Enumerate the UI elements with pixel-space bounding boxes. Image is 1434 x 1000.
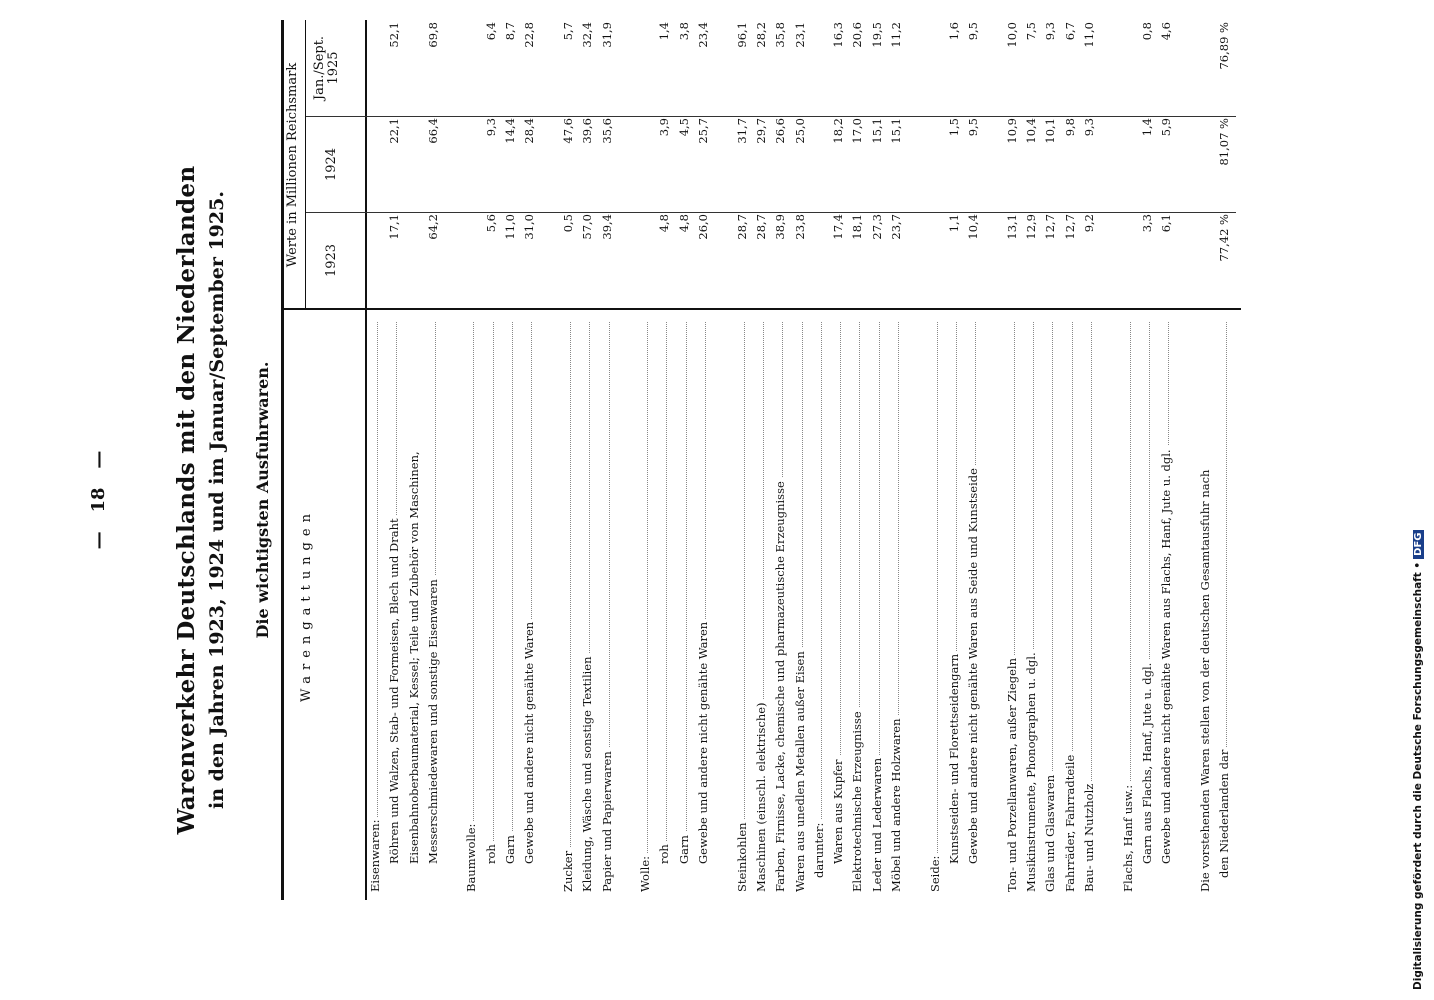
page-subtitle: in den Jahren 1923, 1924 und im Januar/September 1925. — [206, 191, 228, 809]
header-bottom-rule — [365, 20, 367, 900]
cell-1925: 31,9 — [599, 22, 614, 48]
row-label — [639, 322, 651, 892]
cell-1924: 4,5 — [676, 118, 691, 137]
row-label-text: Steinkohlen — [735, 819, 749, 892]
row-label — [890, 322, 902, 892]
row-label-text: Maschinen (einschl. elektrische) — [754, 699, 768, 892]
table-top-rule — [281, 20, 284, 900]
cell-1923: 4,8 — [657, 214, 672, 233]
row-label — [929, 322, 941, 892]
cell-1923: 9,2 — [1081, 214, 1096, 233]
row-label — [620, 322, 632, 892]
cell-1925: 6,7 — [1062, 22, 1077, 41]
cell-1923: 64,2 — [425, 214, 440, 240]
cell-1924: 15,1 — [869, 118, 884, 144]
row-label — [967, 322, 979, 864]
row-label-text — [986, 889, 1000, 892]
table-row — [1064, 20, 1083, 900]
row-label-text: Röhren und Walzen, Stab- und Formeisen, Blech und Draht — [387, 515, 401, 864]
row-label-text — [1101, 889, 1115, 892]
table-row — [716, 20, 735, 900]
table-row — [967, 20, 986, 900]
row-label-text: Musikinstrumente, Phonographen u. dgl. — [1024, 649, 1038, 892]
cell-1924: 1,4 — [1139, 118, 1154, 137]
cell-1924: 15,1 — [889, 118, 904, 144]
row-label — [1199, 322, 1211, 892]
table-row — [620, 20, 639, 900]
row-label-text: Eisenwaren: — [368, 817, 382, 892]
row-label — [388, 322, 400, 864]
table-row — [736, 20, 755, 900]
cell-1925: 6,4 — [483, 22, 498, 41]
row-label — [755, 322, 767, 892]
cell-1925: 35,8 — [773, 22, 788, 48]
cell-1924: 18,2 — [831, 118, 846, 144]
table-row — [832, 20, 851, 900]
cell-1924: 5,9 — [1159, 118, 1174, 137]
row-label-text: darunter: — [812, 820, 826, 878]
table-row — [408, 20, 427, 900]
row-label — [1044, 322, 1056, 892]
row-label — [658, 322, 670, 864]
row-label-text: Kunstseiden- und Florettseidengarn — [947, 651, 961, 864]
table-row — [929, 20, 948, 900]
section-heading: Die wichtigsten Ausfuhrwaren. — [253, 361, 272, 639]
row-label-text — [619, 889, 633, 892]
year-header-1923: 1923 — [324, 243, 339, 278]
row-label-text: Gewebe und andere nicht genähte Waren — [522, 619, 536, 864]
funding-note: Digitalisierung gefördert durch die Deutsche Forschungsgemeinschaft •DFG — [1412, 10, 1424, 990]
cell-1925: 3,8 — [676, 22, 691, 41]
row-label — [485, 322, 497, 864]
cell-1925: 10,0 — [1004, 22, 1019, 48]
cell-1923: 28,7 — [753, 214, 768, 240]
cell-1925: 69,8 — [425, 22, 440, 48]
row-label — [581, 322, 593, 892]
table-row — [465, 20, 484, 900]
cell-1924: 35,6 — [599, 118, 614, 144]
row-label-text — [908, 889, 922, 892]
row-label — [543, 322, 555, 892]
row-label — [678, 322, 690, 864]
row-label — [523, 322, 535, 864]
cell-1923: 23,7 — [889, 214, 904, 240]
table-row — [1025, 20, 1044, 900]
cell-1925: 7,5 — [1024, 22, 1039, 41]
year-header-1925: Jan./Sept. 1925 — [312, 35, 341, 101]
column-header-warengattungen: Warengattungen — [299, 508, 314, 702]
table-row — [581, 20, 600, 900]
cell-1925: 22,8 — [522, 22, 537, 48]
cell-1924: 14,4 — [503, 118, 518, 144]
cell-1925: 16,3 — [831, 22, 846, 48]
table-row — [697, 20, 716, 900]
row-label-text: Eisenbahnoberbaumaterial, Kessel; Teile und Zubehör von Maschinen, — [407, 448, 421, 864]
row-label — [987, 322, 999, 892]
row-label — [1006, 322, 1018, 892]
cell-1925: 9,5 — [966, 22, 981, 41]
row-label-text: Baumwolle: — [464, 821, 478, 892]
row-label — [832, 322, 844, 864]
page-title: Warenverkehr Deutschlands mit den Niederlanden — [173, 165, 200, 835]
values-header-rule — [305, 20, 306, 310]
row-label — [774, 322, 786, 892]
row-label-text: Elektrotechnische Erzeugnisse — [850, 708, 864, 892]
row-label-text: Messerschmiedewaren und sonstige Eisenwaren — [426, 576, 440, 864]
cell-1924: 1,5 — [946, 118, 961, 137]
table-row — [851, 20, 870, 900]
cell-1923: 77,42 % — [1217, 214, 1232, 262]
row-label-text: Seide: — [928, 853, 942, 892]
cell-1925: 4,6 — [1159, 22, 1174, 41]
cell-1924: 10,9 — [1004, 118, 1019, 144]
table-row — [1083, 20, 1102, 900]
row-label — [909, 322, 921, 892]
table-row — [446, 20, 465, 900]
row-label — [794, 322, 806, 892]
row-label-text: Zucker — [561, 848, 575, 892]
row-label-text: Gewebe und andere nicht genähte Waren — [696, 619, 710, 864]
cell-1923: 23,8 — [792, 214, 807, 240]
cell-1923: 10,4 — [966, 214, 981, 240]
table-row — [755, 20, 774, 900]
cell-1923: 11,0 — [503, 214, 518, 240]
cell-1924: 17,0 — [850, 118, 865, 144]
export-table — [281, 20, 1241, 900]
column-header-werte: Werte in Millionen Reichsmark — [285, 62, 300, 268]
cell-1925: 0,8 — [1139, 22, 1154, 41]
row-label-text — [1178, 889, 1192, 892]
row-label — [1064, 322, 1076, 892]
row-label — [716, 322, 728, 892]
table-row — [523, 20, 542, 900]
row-label-text: roh — [657, 841, 671, 864]
row-label-text: Waren aus unedlen Metallen außer Eisen — [793, 648, 807, 892]
row-label — [369, 322, 381, 892]
row-label-text: Glas und Glaswaren — [1043, 772, 1057, 892]
table-row — [388, 20, 407, 900]
table-row — [948, 20, 967, 900]
table-row — [1179, 20, 1198, 900]
cell-1925: 20,6 — [850, 22, 865, 48]
table-row — [658, 20, 677, 900]
year-header-1924: 1924 — [324, 147, 339, 182]
cell-1925: 76,89 % — [1217, 22, 1232, 70]
cell-1924: 9,3 — [1081, 118, 1096, 137]
row-label — [1025, 322, 1037, 892]
cell-1923: 0,5 — [560, 214, 575, 233]
cell-1924: 9,5 — [966, 118, 981, 137]
cell-1923: 5,6 — [483, 214, 498, 233]
table-row — [427, 20, 446, 900]
table-row — [1122, 20, 1141, 900]
row-label-text — [542, 889, 556, 892]
row-label-text: Garn aus Flachs, Hanf, Jute u. dgl. — [1140, 660, 1154, 864]
cell-1924: 26,6 — [773, 118, 788, 144]
row-label — [408, 322, 420, 864]
cell-1924: 3,9 — [657, 118, 672, 137]
cell-1923: 12,7 — [1043, 214, 1058, 240]
row-label — [1160, 322, 1172, 864]
table-row — [485, 20, 504, 900]
cell-1925: 11,2 — [889, 22, 904, 48]
cell-1925: 28,2 — [753, 22, 768, 48]
row-label — [697, 322, 709, 864]
row-label-text: Gewebe und andere nicht genähte Waren aus Seide und Kunstseide — [966, 465, 980, 864]
cell-1925: 1,6 — [946, 22, 961, 41]
table-row — [639, 20, 658, 900]
cell-1923: 17,4 — [831, 214, 846, 240]
cell-1924: 31,7 — [734, 118, 749, 144]
table-row — [1006, 20, 1025, 900]
cell-1923: 38,9 — [773, 214, 788, 240]
row-label — [948, 322, 960, 864]
row-label-text: Fahrräder, Fahrradteile — [1063, 752, 1077, 892]
page-number: — 18 — — [88, 450, 109, 550]
row-label — [1141, 322, 1153, 864]
table-row — [774, 20, 793, 900]
row-label-text: Die vorstehenden Waren stellen von der deutschen Gesamtausfuhr nach — [1198, 467, 1212, 892]
cell-1924: 29,7 — [753, 118, 768, 144]
table-row — [369, 20, 388, 900]
row-label — [1102, 322, 1114, 892]
row-label — [601, 322, 613, 892]
table-row — [1199, 20, 1218, 900]
row-label — [446, 322, 458, 892]
cell-1924: 39,6 — [580, 118, 595, 144]
cell-1924: 10,1 — [1043, 118, 1058, 144]
cell-1925: 52,1 — [387, 22, 402, 48]
table-row — [1102, 20, 1121, 900]
row-label-text: Farben, Firnisse, Lacke, chemische und pharmazeutische Erzeugnisse — [773, 478, 787, 892]
row-label — [427, 322, 439, 864]
table-row — [909, 20, 928, 900]
table-row — [1160, 20, 1179, 900]
table-body — [369, 20, 1237, 900]
cell-1924: 66,4 — [425, 118, 440, 144]
cell-1925: 11,0 — [1081, 22, 1096, 48]
row-label — [1122, 322, 1134, 892]
table-row — [871, 20, 890, 900]
row-label — [1218, 322, 1230, 878]
cell-1924: 81,07 % — [1217, 118, 1232, 166]
cell-1925: 23,4 — [696, 22, 711, 48]
row-label-text: Papier und Papierwaren — [600, 748, 614, 892]
row-label — [736, 322, 748, 892]
cell-1923: 39,4 — [599, 214, 614, 240]
row-label-text: Leder und Lederwaren — [870, 755, 884, 892]
table-row — [794, 20, 813, 900]
cell-1925: 19,5 — [869, 22, 884, 48]
row-label-text: Möbel und andere Holzwaren — [889, 715, 903, 892]
row-label-text: Bau- und Nutzholz — [1082, 781, 1096, 892]
row-label — [871, 322, 883, 892]
row-label — [851, 322, 863, 892]
table-row — [987, 20, 1006, 900]
cell-1924: 47,6 — [560, 118, 575, 144]
cell-1925: 8,7 — [503, 22, 518, 41]
cell-1923: 12,7 — [1062, 214, 1077, 240]
row-label-text: roh — [484, 841, 498, 864]
cell-1923: 28,7 — [734, 214, 749, 240]
cell-1923: 27,3 — [869, 214, 884, 240]
cell-1923: 18,1 — [850, 214, 865, 240]
row-label — [1083, 322, 1095, 892]
row-label-text: Flachs, Hanf usw.: — [1121, 782, 1135, 892]
row-label-text: den Niederlanden dar — [1217, 747, 1231, 878]
cell-1923: 17,1 — [387, 214, 402, 240]
cell-1925: 96,1 — [734, 22, 749, 48]
row-label-text: Waren aus Kupfer — [831, 756, 845, 864]
row-label-text — [445, 889, 459, 892]
cell-1924: 22,1 — [387, 118, 402, 144]
cell-1924: 9,8 — [1062, 118, 1077, 137]
cell-1924: 25,0 — [792, 118, 807, 144]
table-row — [813, 20, 832, 900]
row-label — [813, 322, 825, 878]
dfg-logo-badge: DFG — [1413, 530, 1424, 559]
table-row — [1044, 20, 1063, 900]
cell-1924: 10,4 — [1024, 118, 1039, 144]
row-label-text: Garn — [677, 832, 691, 864]
cell-1925: 32,4 — [580, 22, 595, 48]
cell-1923: 6,1 — [1159, 214, 1174, 233]
table-row — [601, 20, 620, 900]
cell-1925: 23,1 — [792, 22, 807, 48]
row-label-text: Wolle: — [638, 853, 652, 892]
row-label — [1179, 322, 1191, 892]
row-label-text: Gewebe und andere nicht genähte Waren aus Flachs, Hanf, Jute u. dgl. — [1159, 446, 1173, 864]
cell-1925: 1,4 — [657, 22, 672, 41]
cell-1924: 9,3 — [483, 118, 498, 137]
cell-1924: 28,4 — [522, 118, 537, 144]
rotated-content — [85, 10, 1235, 990]
table-row — [1218, 20, 1237, 900]
cell-1925: 5,7 — [560, 22, 575, 41]
table-row — [504, 20, 523, 900]
cell-1923: 4,8 — [676, 214, 691, 233]
cell-1923: 26,0 — [696, 214, 711, 240]
table-row — [543, 20, 562, 900]
cell-1923: 12,9 — [1024, 214, 1039, 240]
cell-1924: 25,7 — [696, 118, 711, 144]
row-label — [562, 322, 574, 892]
row-label — [504, 322, 516, 864]
table-row — [678, 20, 697, 900]
table-row — [562, 20, 581, 900]
cell-1923: 3,3 — [1139, 214, 1154, 233]
cell-1923: 1,1 — [946, 214, 961, 233]
cell-1923: 31,0 — [522, 214, 537, 240]
row-label — [465, 322, 477, 892]
page-number-value: 18 — [88, 487, 109, 513]
row-label-text: Kleidung, Wäsche und sonstige Textilien — [580, 653, 594, 892]
table-row — [890, 20, 909, 900]
cell-1923: 57,0 — [580, 214, 595, 240]
row-label-text: Ton- und Porzellanwaren, außer Ziegeln — [1005, 655, 1019, 892]
row-label-text: Garn — [503, 832, 517, 864]
cell-1923: 13,1 — [1004, 214, 1019, 240]
cell-1925: 9,3 — [1043, 22, 1058, 41]
row-label-text — [715, 889, 729, 892]
table-row — [1141, 20, 1160, 900]
